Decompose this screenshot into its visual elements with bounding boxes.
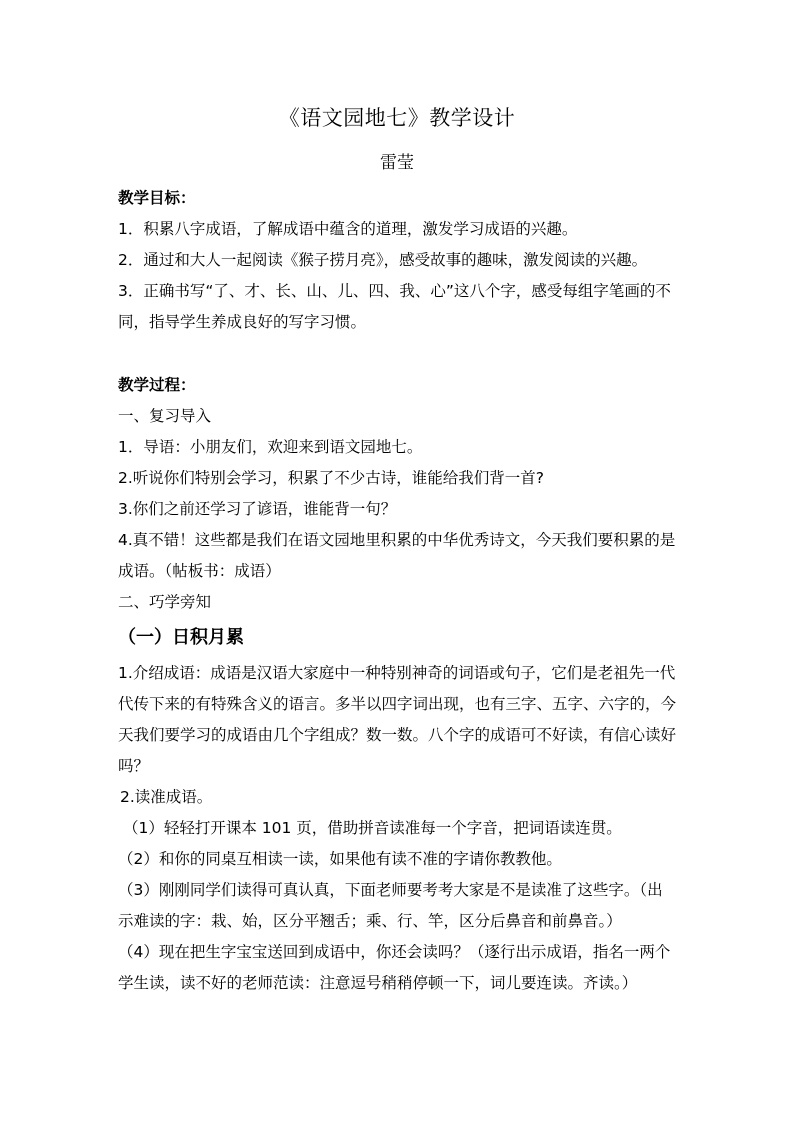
read-step-1: （1）轻轻打开课本 101 页，借助拼音读准每一个字音，把词语读连贯。 <box>123 819 622 837</box>
document-body <box>118 183 678 999</box>
read-step-3: （3）刚刚同学们读得可真认真，下面老师要考考大家是不是读准了这些字。（出示难读的字：栽、始，区分平翘舌；乘、行、竿，区分后鼻音和前鼻音。） <box>118 881 663 930</box>
document-title: 《语文园地七》教学设计 <box>278 106 516 130</box>
section-1-item-2: 2.听说你们特别会学习，积累了不少古诗，谁能给我们背一首? <box>118 469 545 487</box>
goals-heading: 教学目标： <box>118 189 196 207</box>
section-2-title: 二、巧学旁知 <box>118 593 212 611</box>
section-1-item-3: 3.你们之前还学习了谚语，谁能背一句？ <box>118 500 397 518</box>
goal-item-1: 1．积累八字成语，了解成语中蕴含的道理，激发学习成语的兴趣。 <box>118 220 578 238</box>
spacer <box>118 338 678 370</box>
process-heading: 教学过程： <box>118 376 196 394</box>
read-heading: 2.读准成语。 <box>120 788 213 806</box>
read-step-4: （4）现在把生字宝宝送回到成语中，你还会读吗？（逐行出示成语，指名一两个学生读，读不好的老师范读：注意逗号稍稍停顿一下，词儿要连读。齐读。） <box>118 943 671 992</box>
read-step-2: （2）和你的同桌互相读一读，如果他有读不准的字请你教教他。 <box>118 850 562 868</box>
subsection-title: （一）日积月累 <box>118 627 244 648</box>
section-1-item-1: 1．导语：小朋友们，欢迎来到语文园地七。 <box>118 438 423 456</box>
goal-item-2: 2．通过和大人一起阅读《猴子捞月亮》，感受故事的趣味，激发阅读的兴趣。 <box>118 251 648 269</box>
section-1-title: 一、复习导入 <box>118 407 212 425</box>
author-name: 雷莹 <box>380 153 414 173</box>
intro-paragraph: 1.介绍成语：成语是汉语大家庭中一种特别神奇的词语或句子，它们是老祖先一代代传下来的有特殊含义的语言。多半以四字词出现，也有三字、五字、六字的，今天我们要学习的成语由几个字组成？数一数。八个字的成语可不好读，有信心读好吗？ <box>118 664 677 775</box>
section-1-item-4: 4.真不错！这些都是我们在语文园地里积累的中华优秀诗文，今天我们要积累的是成语。（帖板书：成语） <box>118 531 676 580</box>
goal-item-3: 3．正确书写“了、才、长、山、儿、四、我、心”这八个字，感受每组字笔画的不同，指导学生养成良好的写字习惯。 <box>118 282 671 331</box>
